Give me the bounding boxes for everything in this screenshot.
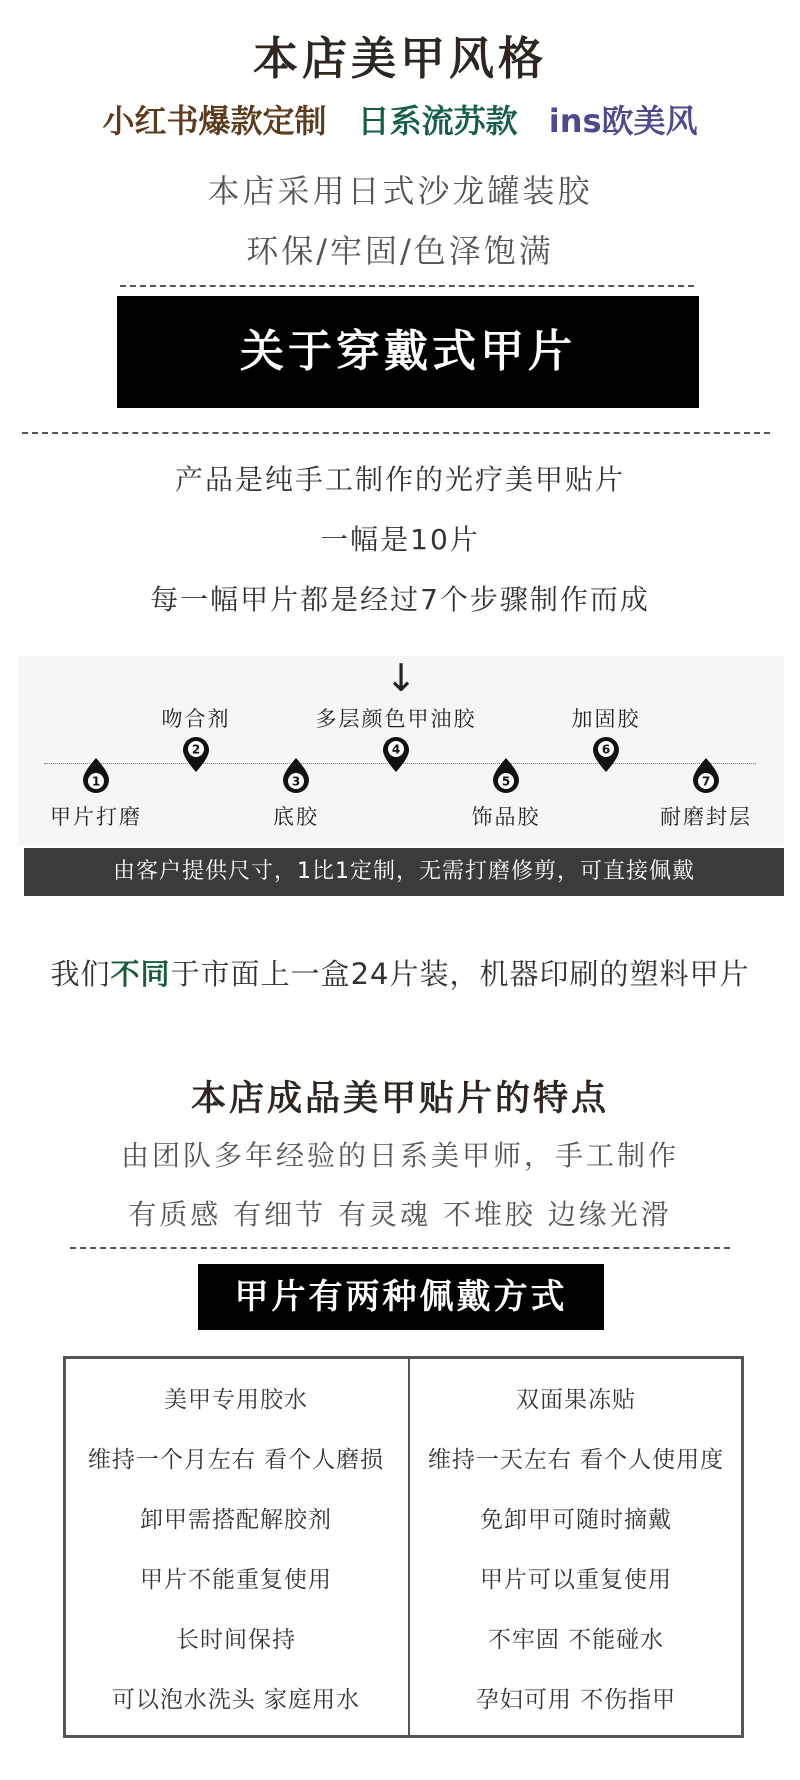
step-number: 4 <box>391 742 401 757</box>
about-line: 一幅是10片 <box>320 523 480 556</box>
table-cell: 卸甲需搭配解胶剂 <box>140 1507 332 1533</box>
table-cell: 可以泡水洗头 家庭用水 <box>111 1687 361 1713</box>
step-label: 饰品胶 <box>471 805 541 829</box>
divider <box>22 432 770 434</box>
step-marker-icon <box>181 736 211 774</box>
style-tag: 日系流苏款 <box>357 102 518 140</box>
divider <box>120 285 694 287</box>
difference-text: 我们 <box>50 957 111 991</box>
down-arrow-icon: ↓ <box>385 656 417 700</box>
feature-line: 有质感 有细节 有灵魂 不堆胶 边缘光滑 <box>128 1198 672 1231</box>
table-cell: 不牢固 不能碰水 <box>487 1627 665 1653</box>
difference-statement <box>0 952 800 993</box>
feature-line: 由团队多年经验的日系美甲师，手工制作 <box>120 1139 679 1172</box>
difference-text: 于市面上一盒24片装，机器印刷的塑料甲片 <box>170 957 750 991</box>
step-marker-icon <box>81 756 111 794</box>
step-number: 5 <box>501 774 511 789</box>
table-cell: 美甲专用胶水 <box>164 1387 308 1413</box>
table-divider <box>408 1359 410 1735</box>
intro-line: 环保/牢固/色泽饱满 <box>246 232 554 270</box>
divider <box>70 1247 730 1249</box>
features-title: 本店成品美甲贴片的特点 <box>190 1079 609 1119</box>
about-line: 产品是纯手工制作的光疗美甲贴片 <box>174 463 625 496</box>
section-title-about: 关于穿戴式甲片 <box>117 296 699 408</box>
step-label: 吻合剂 <box>161 707 231 731</box>
step-number: 3 <box>291 774 301 789</box>
table-cell: 维持一天左右 看个人使用度 <box>427 1447 725 1473</box>
step-label: 加固胶 <box>571 707 641 731</box>
table-cell: 长时间保持 <box>176 1627 296 1653</box>
step-number: 1 <box>91 774 101 789</box>
custom-size-banner: 由客户提供尺寸，1比1定制，无需打磨修剪，可直接佩戴 <box>24 848 784 896</box>
step-marker-icon <box>691 756 721 794</box>
table-cell: 甲片可以重复使用 <box>480 1567 672 1593</box>
style-tag: 小红书爆款定制 <box>102 102 327 140</box>
intro-line: 本店采用日式沙龙罐装胶 <box>207 172 593 210</box>
step-marker-icon <box>591 736 621 774</box>
process-steps <box>18 656 784 846</box>
step-marker-icon <box>281 756 311 794</box>
wear-methods-title: 甲片有两种佩戴方式 <box>198 1264 604 1330</box>
step-label: 甲片打磨 <box>50 805 142 829</box>
table-cell: 维持一个月左右 看个人磨损 <box>87 1447 385 1473</box>
style-tags <box>0 96 800 142</box>
difference-highlight: 不同 <box>110 957 171 991</box>
step-marker-icon <box>491 756 521 794</box>
table-cell: 双面果冻贴 <box>516 1387 636 1413</box>
table-cell: 孕妇可用 不伤指甲 <box>475 1687 677 1713</box>
page-title: 本店美甲风格 <box>252 32 547 85</box>
step-label: 多层颜色甲油胶 <box>315 707 477 731</box>
style-tag: ins欧美风 <box>548 102 698 140</box>
table-cell: 甲片不能重复使用 <box>140 1567 332 1593</box>
step-marker-icon <box>381 736 411 774</box>
step-number: 2 <box>191 742 201 757</box>
step-number: 7 <box>701 774 711 789</box>
step-number: 6 <box>601 742 611 757</box>
wear-comparison-table <box>63 1356 744 1738</box>
step-label: 耐磨封层 <box>660 805 752 829</box>
step-label: 底胶 <box>273 805 319 829</box>
table-cell: 免卸甲可随时摘戴 <box>480 1507 672 1533</box>
about-line: 每一幅甲片都是经过7个步骤制作而成 <box>150 583 650 616</box>
